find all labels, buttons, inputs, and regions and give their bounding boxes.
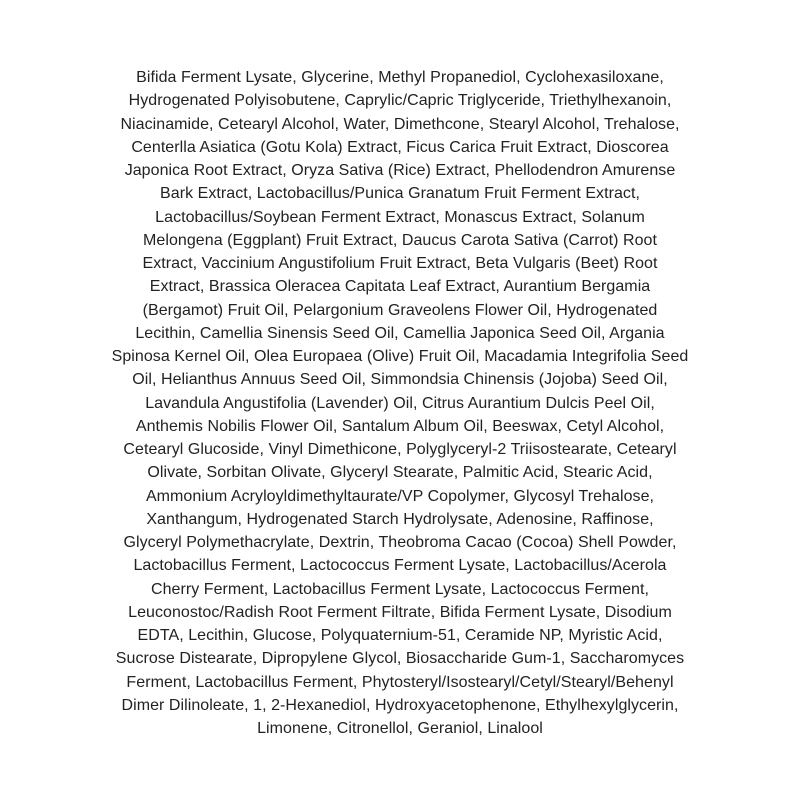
ingredients-line: Sucrose Distearate, Dipropylene Glycol, Biosaccharide Gum-1, Saccharomyces <box>115 650 685 668</box>
ingredients-line: Bark Extract, Lactobacillus/Punica Granatum Fruit Ferment Extract, <box>160 185 640 203</box>
ingredients-line: Glyceryl Polymethacrylate, Dextrin, Theobroma Cacao (Cocoa) Shell Powder, <box>123 534 677 551</box>
ingredients-line: Bifida Ferment Lysate, Glycerine, Methyl Propanediol, Cyclohexasiloxane, <box>136 69 664 86</box>
ingredients-line: Oil, Helianthus Annuus Seed Oil, Simmondsia Chinensis (Jojoba) Seed Oil, <box>132 371 668 389</box>
ingredients-line: Lactobacillus Ferment, Lactococcus Ferment Lysate, Lactobacillus/Acerola <box>133 557 667 575</box>
ingredients-line: EDTA, Lecithin, Glucose, Polyquaternium-51, Ceramide NP, Myristic Acid, <box>137 627 663 644</box>
ingredients-line: Lavandula Angustifolia (Lavender) Oil, Citrus Aurantium Dulcis Peel Oil, <box>145 394 655 412</box>
ingredients-line: Leuconostoc/Radish Root Ferment Filtrate, Bifida Ferment Lysate, Disodium <box>128 603 672 621</box>
ingredients-line: Spinosa Kernel Oil, Olea Europaea (Olive) Fruit Oil, Macadamia Integrifolia Seed <box>111 348 689 365</box>
ingredients-line: Dimer Dilinoleate, 1, 2-Hexanediol, Hydroxyacetophenone, Ethylhexylglycerin, <box>121 696 679 714</box>
ingredients-line: Ferment, Lactobacillus Ferment, Phytosteryl/Isostearyl/Cetyl/Stearyl/Behenyl <box>126 673 674 691</box>
ingredients-line: Xanthangum, Hydrogenated Starch Hydrolysate, Adenosine, Raffinose, <box>146 510 654 528</box>
ingredients-line: Hydrogenated Polyisobutene, Caprylic/Capric Triglyceride, Triethylhexanoin, <box>128 92 672 110</box>
ingredients-line: Centerlla Asiatica (Gotu Kola) Extract, Ficus Carica Fruit Extract, Dioscorea <box>131 138 669 156</box>
ingredients-line: (Bergamot) Fruit Oil, Pelargonium Graveolens Flower Oil, Hydrogenated <box>142 301 658 319</box>
ingredients-line: Extract, Brassica Oleracea Capitata Leaf Extract, Aurantium Bergamia <box>149 278 651 296</box>
ingredients-line: Niacinamide, Cetearyl Alcohol, Water, Dimethcone, Stearyl Alcohol, Trehalose, <box>120 115 680 133</box>
ingredients-line: Cetearyl Glucoside, Vinyl Dimethicone, Polyglyceryl-2 Triisostearate, Cetearyl <box>123 441 677 458</box>
ingredients-line: Melongena (Eggplant) Fruit Extract, Daucus Carota Sativa (Carrot) Root <box>143 231 657 249</box>
ingredients-list <box>0 66 800 740</box>
ingredients-line: Olivate, Sorbitan Olivate, Glyceryl Stearate, Palmitic Acid, Stearic Acid, <box>147 464 653 482</box>
ingredients-line: Cherry Ferment, Lactobacillus Ferment Lysate, Lactococcus Ferment, <box>150 580 649 598</box>
ingredients-line: Ammonium Acryloyldimethyltaurate/VP Copolymer, Glycosyl Trehalose, <box>145 487 655 505</box>
ingredients-line: Lactobacillus/Soybean Ferment Extract, Monascus Extract, Solanum <box>155 208 645 226</box>
ingredients-line: Anthemis Nobilis Flower Oil, Santalum Album Oil, Beeswax, Cetyl Alcohol, <box>135 417 665 435</box>
ingredients-line: Limonene, Citronellol, Geraniol, Linalool <box>257 720 543 737</box>
ingredients-line: Lecithin, Camellia Sinensis Seed Oil, Camellia Japonica Seed Oil, Argania <box>135 324 665 342</box>
ingredients-line: Japonica Root Extract, Oryza Sativa (Rice) Extract, Phellodendron Amurense <box>124 162 676 179</box>
ingredients-line: Extract, Vaccinium Angustifolium Fruit Extract, Beta Vulgaris (Beet) Root <box>142 255 658 272</box>
